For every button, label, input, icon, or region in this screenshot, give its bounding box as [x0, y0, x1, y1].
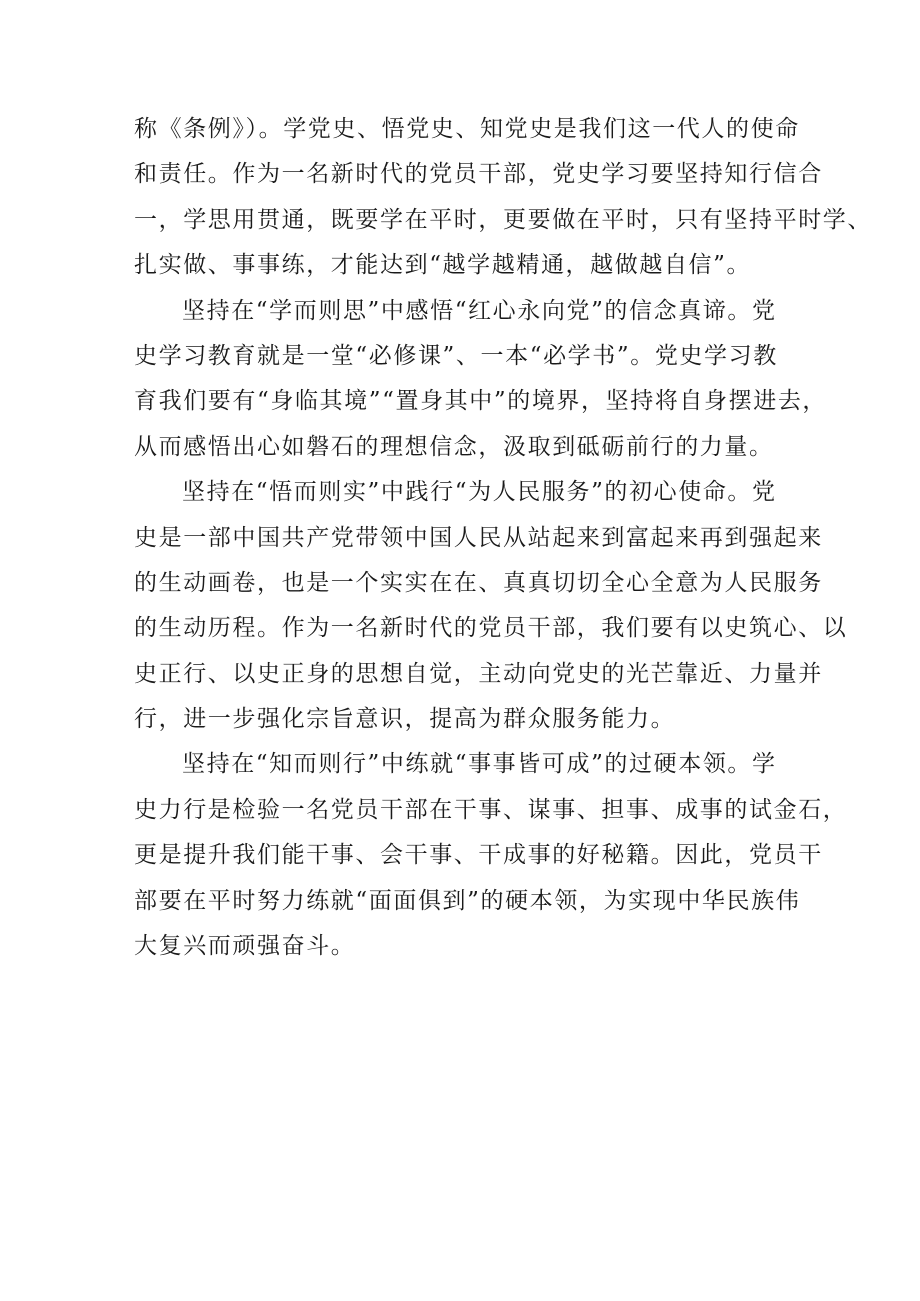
text-line: 更是提升我们能干事、会干事、干成事的好秘籍。因此，党员干	[134, 842, 823, 869]
text-line: 从而感悟出心如磐石的理想信念，汲取到砥砺前行的力量。	[134, 433, 774, 460]
text-line: 史是一部中国共产党带领中国人民从站起来到富起来再到强起来	[134, 524, 823, 551]
text-line: 和责任。作为一名新时代的党员干部，党史学习要坚持知行信合	[134, 161, 823, 188]
text-line: 的生动历程。作为一名新时代的党员干部，我们要有以史筑心、以	[134, 615, 848, 642]
body-text	[134, 107, 872, 969]
text-line: 一，学思用贯通，既要学在平时，更要做在平时，只有坚持平时学、	[134, 206, 872, 233]
text-line: 扎实做、事事练，才能达到“越学越精通，越做越自信”。	[134, 252, 752, 279]
text-line: 史正行、以史正身的思想自觉，主动向党史的光芒靠近、力量并	[134, 660, 823, 687]
text-line: 大复兴而顽强奋斗。	[134, 933, 356, 960]
paragraph-first-line: 坚持在“学而则思”中感悟“红心永向党”的信念真谛。党	[182, 297, 777, 324]
text-line: 史力行是检验一名党员干部在干事、谋事、担事、成事的试金石，	[134, 796, 848, 823]
text-line: 史学习教育就是一堂“必修课”、一本“必学书”。党史学习教	[134, 342, 778, 369]
paragraph-first-line: 坚持在“悟而则实”中践行“为人民服务”的初心使命。党	[182, 479, 777, 506]
text-line: 育我们要有“身临其境”“置身其中”的境界，坚持将自身摆进去，	[134, 388, 828, 415]
text-line: 部要在平时努力练就“面面俱到”的硬本领，为实现中华民族伟	[134, 887, 801, 914]
text-line: 行，进一步强化宗旨意识，提高为群众服务能力。	[134, 706, 676, 733]
text-line: 的生动画卷，也是一个实实在在、真真切切全心全意为人民服务	[134, 569, 823, 596]
text-line: 称《条例》）。学党史、悟党史、知党史是我们这一代人的使命	[134, 116, 800, 142]
paragraph-first-line: 坚持在“知而则行”中练就“事事皆可成”的过硬本领。学	[182, 751, 777, 778]
